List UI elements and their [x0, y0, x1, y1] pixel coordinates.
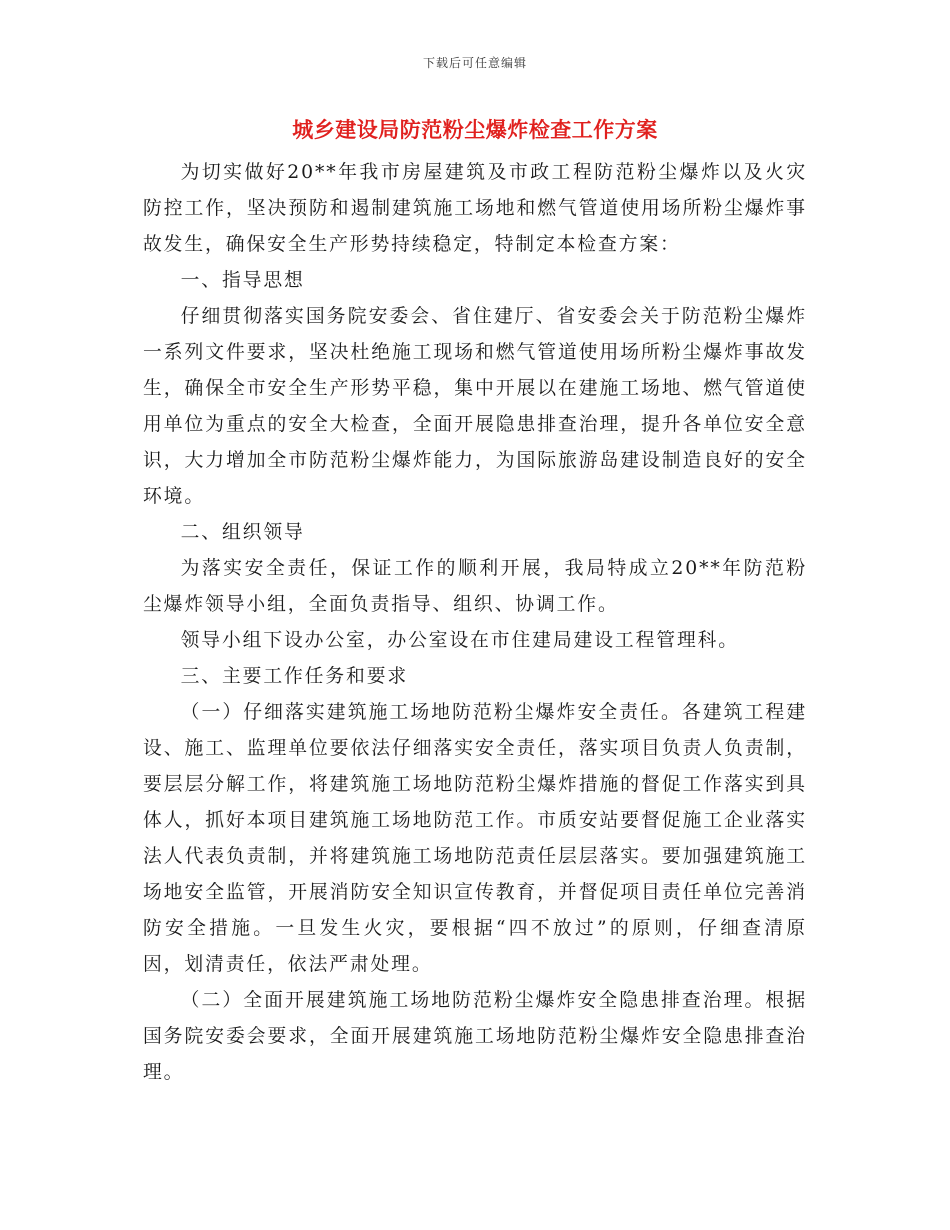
paragraph-task-one: （一）仔细落实建筑施工场地防范粉尘爆炸安全责任。各建筑工程建设、施工、监理单位要依法仔细落实安全责任，落实项目负责人负责制，要层层分解工作，将建筑施工场地防范粉尘爆炸措施的督促工作落实到具体人，抓好本项目建筑施工场地防范工作。市质安站要督促施工企业落实法人代表负责制，并将建筑施工场地防范责任层层落实。要加强建筑施工场地安全监管，开展消防安全知识宣传教育，并督促项目责任单位完善消防安全措施。一旦发生火灾，要根据“四不放过”的原则，仔细查清原因，划清责任，依法严肃处理。 — [143, 702, 807, 975]
header-note: 下载后可任意编辑 — [422, 56, 527, 70]
document-title: 城乡建设局防范粉尘爆炸检查工作方案 — [292, 117, 658, 142]
section-heading-guiding-ideology: 一、指导思想 — [180, 270, 305, 291]
paragraph-guiding-ideology: 仔细贯彻落实国务院安委会、省住建厅、省安委会关于防范粉尘爆炸一系列文件要求，坚决杜绝施工现场和燃气管道使用场所粉尘爆炸事故发生，确保全市安全生产形势平稳，集中开展以在建施工场地、燃气管道使用单位为重点的安全大检查，全面开展隐患排查治理，提升各单位安全意识，大力增加全市防范粉尘爆炸能力，为国际旅游岛建设制造良好的安全环境。 — [143, 306, 807, 507]
section-heading-main-tasks: 三、主要工作任务和要求 — [180, 666, 409, 687]
paragraph-organization: 为落实安全责任，保证工作的顺利开展，我局特成立20**年防范粉尘爆炸领导小组，全面负责指导、组织、协调工作。 — [143, 558, 807, 615]
paragraph-office: 领导小组下设办公室，办公室设在市住建局建设工程管理科。 — [180, 630, 739, 651]
section-heading-organization: 二、组织领导 — [180, 522, 305, 543]
intro-paragraph: 为切实做好20**年我市房屋建筑及市政工程防范粉尘爆炸以及火灾防控工作，坚决预防和遏制建筑施工场地和燃气管道使用场所粉尘爆炸事故发生，确保安全生产形势持续稳定，特制定本检查方案： — [143, 162, 807, 255]
paragraph-task-two: （二）全面开展建筑施工场地防范粉尘爆炸安全隐患排查治理。根据国务院安委会要求，全面开展建筑施工场地防范粉尘爆炸安全隐患排查治理。 — [143, 990, 807, 1083]
document-body — [143, 155, 807, 1091]
